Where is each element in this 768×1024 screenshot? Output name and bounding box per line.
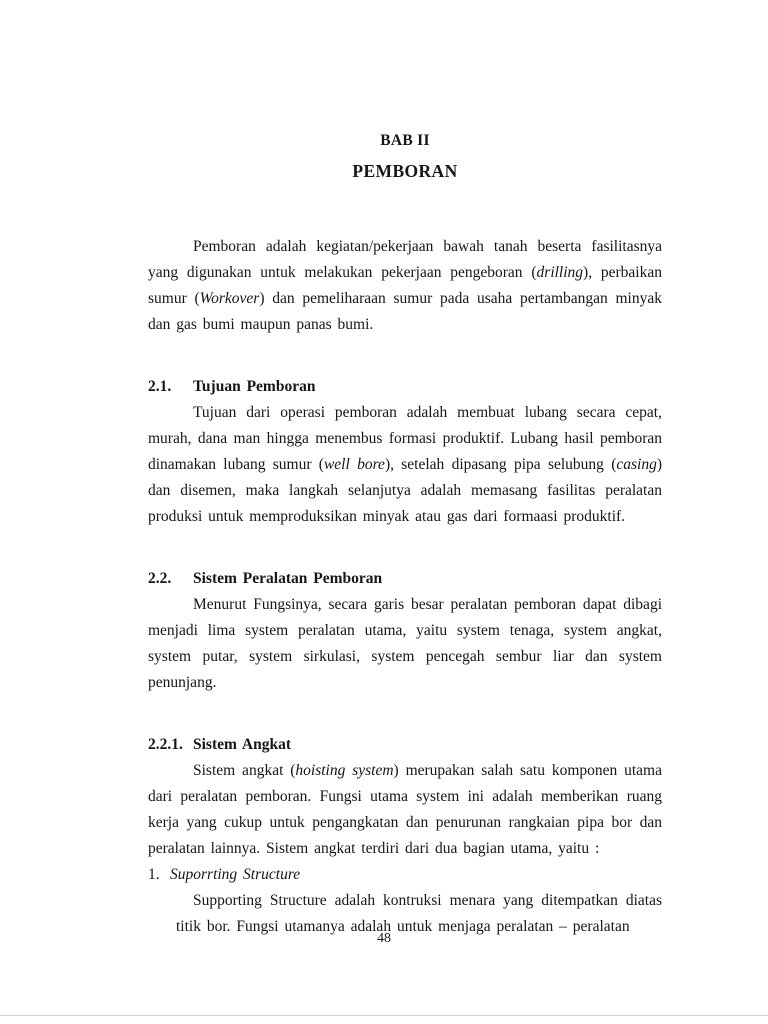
section-number: 2.2.1. xyxy=(148,736,183,753)
list-item-number: 1. xyxy=(148,866,160,883)
section-number: 2.2. xyxy=(148,570,172,587)
section-title: Tujuan Pemboran xyxy=(193,378,316,395)
section-title: Sistem Peralatan Pemboran xyxy=(193,570,383,587)
section-heading-2-1 xyxy=(148,374,662,400)
list-item-1 xyxy=(148,862,662,888)
list-body-paragraph: Supporting Structure adalah kontruksi menara yang ditempatkan diatas titik bor. Fungsi utamanya adalah untuk menjaga peralatan – peralatan xyxy=(176,892,662,935)
chapter-title: PEMBORAN xyxy=(352,161,458,181)
section-heading-2-2-1 xyxy=(148,732,662,758)
section-body-2-1: Tujuan dari operasi pemboran adalah membuat lubang secara cepat, murah, dana man hingga menembus formasi produktif. Lubang hasil pemboran dinamakan lubang sumur (well bore), setelah dipasang pipa selubung (casing) dan disemen, maka langkah selanjutya adalah memasang fasilitas peralatan produksi untuk memproduksikan minyak atau gas dari formaasi produktif. xyxy=(148,404,663,525)
page-number: 48 xyxy=(377,931,391,946)
section-number: 2.1. xyxy=(148,378,172,395)
intro-paragraph: Pemboran adalah kegiatan/pekerjaan bawah tanah beserta fasilitasnya yang digunakan untuk melakukan pekerjaan pengeboran (drilling), perbaikan sumur (Workover) dan pemeliharaan sumur pada usaha pertambangan minyak dan gas bumi maupun panas bumi. xyxy=(148,238,662,333)
chapter-label: BAB II xyxy=(380,132,430,149)
section-title: Sistem Angkat xyxy=(193,736,292,753)
section-body-2-2-1: Sistem angkat (hoisting system) merupakan salah satu komponen utama dari peralatan pemboran. Fungsi utama system ini adalah memberikan ruang kerja yang cukup untuk pengangkatan dan penurunan rangkaian pipa bor dan peralatan lainnya. Sistem angkat terdiri dari dua bagian utama, yaitu : xyxy=(148,762,662,857)
list-item-title: Suporrting Structure xyxy=(170,866,301,883)
section-heading-2-2 xyxy=(148,566,662,592)
section-body-2-2: Menurut Fungsinya, secara garis besar peralatan pemboran dapat dibagi menjadi lima system peralatan utama, yaitu system tenaga, system angkat, system putar, system sirkulasi, system pencegah sembur liar dan system penunjang. xyxy=(148,596,662,691)
